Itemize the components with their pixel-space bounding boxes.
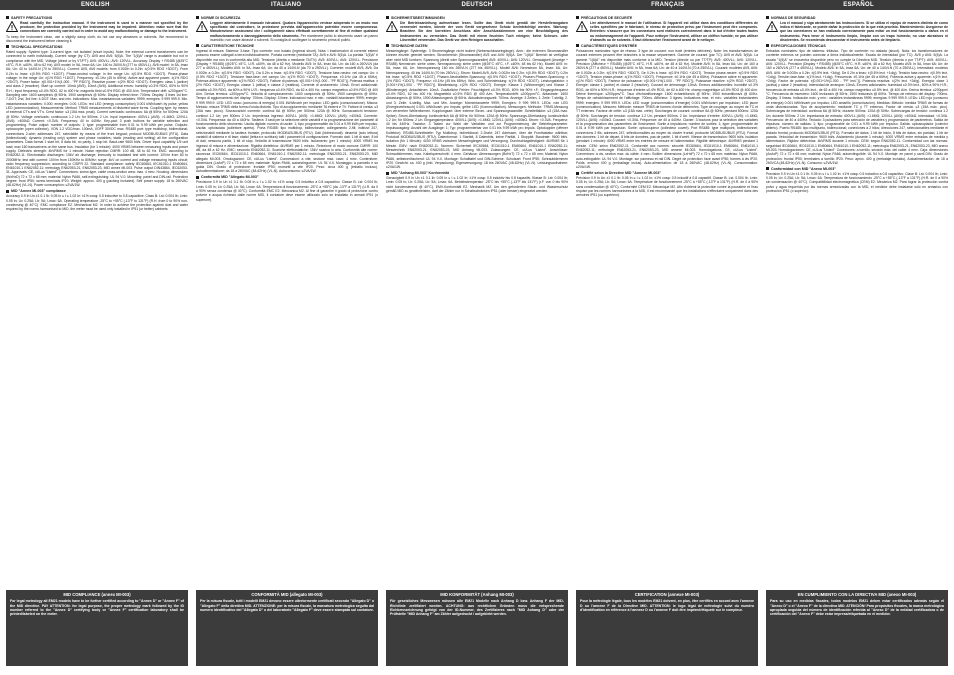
tech-heading: TECHNICAL SPECIFICATIONS (6, 45, 188, 49)
tech-text: Puissances nominales: type de réseau: 3 type de courant: non isolé (entrées dérivées). Note: les transformateurs de courant externes peuvent être branchés à la masse séparément. Gamme de courant (par TC): AV5 et AV6: 5(6)A. La gamme "1(6)A" est disponible mais conforme à la MID. Tension (directe ou par TT/TP): AV5: 400VLL; AV6: 120VLL. Précision (Afficheur + RS485) (@25°C ±5°C, H.R. ≤60%, de 48 à 62 Hz). Modèle AV5: In 5A, Imax 6A; Un: de 160 à 260VLN (277 à 450VLL). Modèle AV6: In 5A, Imax 6A; Un: de 40 à 144VLN (70 à 250VLL). Courant: modèles AV5, AV6: de 0.002In à 0.2In: ±(0.5% RDG +3DGT). De 0.2In à Imax: ±(0.5% RDG +1DGT). Tension phase-neutre: ±(0.5% RDG +1DGT). Tension phase-phase: ±(1% RDG +1DGT). Fréquence: ±0.1Hz (de 45 à 65Hz). Puissance active et apparente: ±(1% RDG +2DGT). Facteur de puissance: ±[0.001+1%(1.000 - "PF RDG")]. Puissance réactive: ±(2% RDG +2DGT). Énergie: classe 1 (active) et classe 2 (réactive). Courant de démarrage: 10mA. Erreurs additionnelles: humidité ≤0.3% RDG, de 60% à 90% H.R.; fréquence d'entrée ≤0.4% RDG, de 62 à 400 Hz; champ magnétique ≤0.5% RDG @ 400 A/m. Dérive thermique: ≤200ppm/°C. Taux d'échantillonnage: 1600 échantillons/s @ 50Hz, 1900 échantillons/s @ 60Hz. Temps de rafraîchissement de l'affichage: 700ms. Afficheur: 3 lignes. Indications max. et min.: variables instantanées 9999; énergies: 9 999 999.9. LEDs: LED rouge (consommation d'énergie) 0.001 kWh/kvarh par impulsion; LED jaune (communication). Mesures: Méthode: mesure TRMS de formes d'onde déformées. Type de couplage: au moyen de TC et TT externes. Facteur de crête: ≤3 (15A max. crête). Surcharges de courant: continue 6A @ 50Hz; pendant 500ms: 120A @ 50Hz. Surcharges de tension: continue 1.2 Un; pendant 500ms: 2 Un. Impédance d'entrée: 400VLL (AV5): >1.6MΩ; 120VLL (AV6): >400kΩ. Courant: <0.3VA. Fréquence: de 40 à 440Hz. Clavier: 3 boutons pour la sélection des variables et la programmation des paramètres de l'instrument. Sortie à impulsions: nombre de sorties: 1; type: programmable de 0.01 à 9.99 kWh par impulsion. Sortie: optocoupleur (collecteur ouvert). Port RS485: type multipoint, bidirectionnel; connexions 2 fils; adresses 247, sélectionnables au moyen du clavier frontal; protocole MODBUS/JBUS (RTU). Format des données: 1 bit de départ, 8 bits de données, pas de parité, 1 bit d'arrêt. Vitesse de transmission: 9600 bit/s. Isolation (pendant 1 minute): 4000 VRMS entre les entrées de mesure et l'alimentation. Rigidité diélectrique: 4kVRMS pendant 1 minute. CEM: selon EN62052-11. Conformité aux normes: sécurité IEC60664, IEC61010-1 EN60664, EN61010-1 EN62052-11; métrologie EN62053-21, EN62053-23, MID annexe MI-003. Homologations: CE, cULus "Listed". Connexions: à vis, section max. du câble: 4 mm². Boîtier: dimensions (LxHxP) 72 x 72 x 65 mm; matériau: Nylon PA66, auto-extinguible: UL 94 V-0. Montage: sur panneau et rail DIN. Degré de protection: face avant IP50; bornes à vis IP20. Poids: environ 400 g (emballage inclus). Auto-alimentation: de 18 à 260VAC (48-62Hz) (VL-N). Consommation: ≤2VA/1W. (576, 49, 758, 170)
tech-text: Messeingänge: Systemtyp: 3 Stromeingänge nicht isoliert (Nebenschlusseingänge). Anm.: die externen Stromwandler können einzeln geerdet werden. Strombereich (Stromwandler) AV5 und AV6: 5(6)A. Der "1(6)A" Bereich ist verfügbar aber nicht MID konform. Spannung (direkt oder Spannungswandler) AV5: 400VLL; AV6: 120VLL. Genauigkeit (Anzeige + RS485) Nennstrom: siehe unten. Nennspannung: siehe unten (@25°C ±5°C, r.F. ≤60%, 48 bis 62 Hz). Modell AV5: In: 5A, Imax: 6A, Un: Nennspannung 160 bis 260VLN (277 bis 450VLL). Modell AV6: Nennstrom 5A, Imax: 6A, Un: Nennspannung: 40 bis 144VLN (70 bis 250VLL). Strom: Modell AV5, AV6: 0.002In bis 0.2In: ±(0.5% RDG +3DGT); 0.2In bis Imax: ±(0.5% RDG +1DGT). Phasen-Neutralleiter-Spannung: ±(0.5% RDG +1DGT). Phasen-Phasen-Spannung: ±(1% RDG +1DGT). Frequenz: ±0.1Hz (45 bis 65Hz). Wirk- und Scheinleistung: ±(1% RDG +2DGT). Leistungsfaktor: ±[0.001+1%(1.000 - "PF RDG")]. Blindleistung: ±(2% RDG +2DGT). Energie: Klasse 1 (Wirkenergie) und Klasse 2 (Blindenergie). Anlaufstrom: 10mA. Zusätzliche Fehler: Feuchtigkeit ≤0.3% RDG, 60% bis 90% r.F.; Eingangsfrequenz ≤0.4% RDG, 62 bis 400 Hz; Magnetfeld ≤0.5% RDG @ 400 A/m. Temperaturdrift: ≤200ppm/°C. Abtastrate: 1600 Abtastungen/s @ 50Hz, 1900 Abtastungen/s @ 60Hz. Aktualisierungszeit: 700ms. Anzeige: 3 Zeilen, 1. Zeile: 7-stellig; 2. und 3. Zeile: 4-stellig. Max. und Min. Anzeige: Momentanwerte 9999; Energien: 9 999 999.9. LEDs: rote LED (Energieverbrauch) 0.001 kWh/kvarh pro Impuls; gelbe LED (Kommunikation). Messungen: Methode: TRMS-Messung von verzerrten Wellenformen. Kopplungsart: über externe Strom- und Spannungswandler. Scheitelfaktor: ≤3 (15A max. Spitze). Strom-Überlastung: kontinuierlich 6A @ 50Hz; für 500ms: 120A @ 50Hz. Spannungs-Überlastung: kontinuierlich 1.2 Un; für 500ms: 2 Un. Eingangsimpedanz: 400VLL (AV5): >1.6MΩ; 120VLL (AV6): >400kΩ. Strom: <0.3VA. Frequenz: 40 bis 440Hz. Tastatur: 3 Tasten zur Wahl der Variablen und zur Programmierung der Betriebsparameter. Impulsausgang: Anzahl der Ausgänge: 1; Typ: programmierbar von 0.01 bis 9.99 kWh pro Impuls. Optokoppler (offener Kollektor). RS485-Schnittstelle: Typ Multidrop, bidirektional; 2-Draht; 247 Adressen, über die Fronttastatur wählbar; Protokoll MODBUS/JBUS (RTU). Datenformat: 1 Startbit, 8 Datenbits, keine Parität, 1 Stoppbit. Baudrate: 9600 bit/s. Isolation (für 1 Minute): 4000 VRMS zwischen Messeingängen und Versorgung. Durchschlagsfestigkeit: 4kVRMS für 1 Minute. EMV: nach EN62052-11. Normen: Sicherheit IEC60664, IEC61010-1 EN60664, EN61010-1 EN62052-11; Messtechnik EN62053-21, EN62053-23, MID Anhang MI-003. Zulassungen: CE, cULus "Listed". Anschlüsse: Schraubklemmen, max. Kabelquerschnitt: 4 mm². Gehäuse: Abmessungen (BxHxT) 72 x 72 x 65 mm; Material: Nylon PA66, selbstverlöschend: UL 94 V-0. Montage: Schalttafel und DIN-Schiene. Schutzart: Front IP50; Schraubklemmen IP20. Gewicht: ca. 400 g (inkl. Verpackung). Eigenversorgung: 18 bis 260VAC (48-62Hz) (VL-N). Leistungsaufnahme: ≤2VA/1W. (386, 49, 568, 170)
mid-heading: Conformità MID "Allegato MI-003" (196, 175, 378, 179)
bullet-square-icon (766, 44, 769, 47)
warning-block (386, 21, 568, 42)
warning-block (6, 21, 188, 34)
warning-text-2: Attention: make sure that the connections are correctly carried out in order to avoid any malfunctioning or damage to the instrument. (20, 25, 188, 34)
tech-text: Rated supply: System type: 3-current type: not isolated (shunt inputs). Note: the external current transformers can be connected to earth individually. Current range (by CT): AV5 and AV6: 5(6)A. The "1(6)A" range is available but not in compliance with the MID. Voltage (direct or by VT/PT): AV5: 400VLL; AV6: 120VLL. Accuracy: Display + RS485 (@25°C ±5°C, R.H. ≤60%, 48 to 62 Hz). AV5 model: In 5A, Imax 6A; Un: 160 to 260VLN (277 to 450VLL). AV6 model: In 5A, Imax 6A; Un: 40 to 144VLN (70 to 250VLL). Current: AV5, AV6 models: from 0.002In to 0.2In: ±(0.5% RDG +3DGT). From 0.2In to Imax: ±(0.5% RDG +1DGT). Phase-neutral voltage: in the range Un: ±(0.5% RDG +1DGT). Phase-phase voltage: in the range Un: ±(1% RDG +1DGT). Frequency: ±0.1Hz (45 to 65Hz). Active and apparent power: ±(1% RDG +2DGT). Power factor: ±[0.001+1%(1.000 - "PF RDG")]. Reactive power: ±(2% RDG +2DGT). Energies: class 1 (active) and class 2 (reactive). Start up current: 10mA (AV5), 10mA (AV6). Additional errors: humidity ≤0.3% RDG, 60% to 90% R.H.; input frequency ≤0.4% RDG, 62 to 400 Hz; magnetic field ≤0.5% RDG @ 400 A/m. Temperature drift: ≤200ppm/°C. Sampling rate: 1600 samples/s @ 50Hz, 1900 samples/s @ 60Hz. Display refresh time: 700ms. Display: 3 lines 1st line: 7-DGT; 2nd, 3rd line: 4-DGT. Max. and min. indications: Max. instantaneous variables: 9999; energies: 9 999 999.9. Min. instantaneous variables: 0.000; energies: 0.00. LEDs: red LED (energy consumption) 0.001 kWh/kvarh by pulse; yellow LED (communication). Measurements: Method: TRMS measurements of distorted wave forms. Coupling type: by means of external CT's and VT's. Crest factor: ≤3 (15A max. peak). Current overloads: continuous: 6A @ 50Hz; for 500ms: 120A @ 50Hz. Voltage overloads: continuous 1.2 Un; for 500ms: 2 Un. Input impedance: 400VLL (AV5): >1.6MΩ; 120VLL (AV6): >400kΩ. Current: <0.3VA. Frequency: 40 to 440Hz. Key-pad: 3 push buttons for variable selection and programming. Pulse output: number of outputs: 1; type: programmable from 0.01 to 9.99 kWh per pulse. Outputs: optocoupler (open collector), VON 1.2 VDC/max. 100mA, VOFF 30VDC max. RS485 port: type multidrop, bidirectional; connections 2-wire; addresses 247, selectable by means of the front keypad; protocol MODBUS/JBUS (RTU). Data (bidirectional): dynamic (reading only) system and phase variables; static (reading and writing) all the configuration parameters. Data format 1 start bit, 8 data bit, no parity, 1 stop bit. Baud-rate 9600 bit/s. Driver input capability 1/5 unit load; max 160 transceivers on the same bus. Insulation (for 1 minute): 4000 VRMS between measuring inputs and power supply. Dielectric strength: 4kVRMS for 1 minute. Noise rejection CMRR: 100 dB, 48 to 62 Hz. EMC: according to EN62052-11. Electrostatic discharges: 15kV air discharge; immunity to irradiated test with current: 10V/m from 80 to 2000MHz; test with current: 10V/m from 150KHz to 80MHz; surge: 4kV on current and voltage measuring inputs circuit; radio frequency suppression: according to CISPR 22. Standard compliance: safety IEC60664, IEC61010-1 EN60664, EN61010-1 EN62052-11; metrology EN62053-21, EN62053-23, MID annex MI-003. Pulse output DIN43864, IEC62053-31. Approvals: CE, cULus "Listed". Connections: screw-type, cable cross-section area: max. 4 mm². Housing: dimensions (WxHxD) 72 x 72 x 65 mm; material: Nylon PA66, self-extinguishing: UL 94 V-0. Mounting: panel and DIN-rail. Protection degree: front IP50; screw terminals IP20. Weight: approx. 400 g (packing included). Self power supply: 18 to 260VAC (48-62Hz) (VL-N). Power consumption: ≤2VA/1W. (6, 50, 188, 188)
warning-text: Leggere attentamente il manuale istruzioni. Qualora l'apparecchio venisse adoperato in un modo non specificato dal costruttore, la protezione prevista dall'apparecchio potrebbe essere compromessa. Manutenzione: assicurarsi che i collegamenti siano effettuati correttamente al fine di evitare qualsiasi malfunzionamento o danneggiamento dello strumento. (210, 20, 378, 38)
tech-heading: ESPECIFICACIONES TÉCNICAS (766, 44, 948, 48)
mid-heading: MID "Anhang MI-003" Konformität (386, 171, 568, 175)
bullet-square-icon (576, 172, 579, 175)
column-it (196, 14, 378, 588)
footer-title: CERTIFICATION (annexe MI-003) (634, 592, 700, 597)
bullet-square-icon (766, 16, 769, 19)
tech-heading: CARATTERISTICHE TECNICHE (196, 44, 378, 48)
safety-heading: PRÉCAUTIONS DE SECURITE (576, 16, 758, 20)
warning-triangle-icon (6, 21, 18, 32)
text-columns (6, 14, 948, 588)
lang-label-en: ENGLISH (81, 2, 110, 8)
column-de (386, 14, 568, 588)
footer-text: For legal metrology all EM21 models have to be further certified according to "Annex D" or "Annex F" of the MID directive. PAY ATTENTION: for legal purpose, the proper metrology mark followed by the ID number referred to the "Annex D" certifying body or "Annex F" certification laboratory shall be printed/labeled on the meter. (10, 599, 184, 617)
column-es (766, 14, 948, 588)
footer-text: Pour la métrologie légale, tous les modèles EM21 doivent, en plus, être certifiés en accord avec l'annexe D ou l'annexe F de la Directive MID. ATTENTION: le logo légal de métrologie suivi du numéro d'identification en référence à l'annexe D ou l'annexe F doit être imprimé/étiqueté sur le compteur. (580, 599, 754, 613)
footer-text: Für gesetzliches Messwesen müssen alle EM21 Modelle nach Anhang D bzw. Anhang F der MID-Richtlinie zertifiziert werden. ACHTUNG: aus rechtlichen Gründen muss die entsprechende Eichkennzeichnung gefolgt von der ID-Nummer, des Zertifizieres nach "MID Anhang D" oder der Prüfstelle "MID Anhang F" am Zähler aufgedruckt / aufgeklebt werden. (390, 599, 564, 617)
warning-triangle-icon (196, 21, 208, 32)
safety-heading: SICHERHEITSBESTIMMUNGEN (386, 16, 568, 20)
lang-label-fr: FRANÇAIS (651, 2, 685, 8)
footer-box-it (196, 590, 378, 666)
warning-triangle-icon (576, 21, 588, 32)
bullet-square-icon (576, 44, 579, 47)
footer-title: MID COMPLIANCE (annex MI-003) (63, 592, 131, 597)
column-en (6, 14, 188, 588)
tech-text: Entradas nominales: tipo de sistema: trifásico. Tipo de corriente: no aislada (shunt). Nota: los transformadores de corriente externos se pueden conectar a tierra individualmente. Escala de intensidad (por TC): AV5 y AV6: 5(6)A. La escala "1(6)A" se encuentra disponible pero no cumple la Directiva MID. Tensión (directa o por TT/PT): AV5: 400VLL; AV6: 120VLL. Precisión (Display + RS485) (@25°C ±5°C, H.R. ≤60%, 48 a 62 Hz). Modelo AV5: In 5A, Imax 6A; Un: de 160 a 260VLN (277 a 450VLL). Modelo AV6: In 5A, Imax 6A; Un: de 40 a 144VLN (70 a 250VLL). Intensidad: modelos AV5, AV6: de 0.002In a 0.2In: ±(0.5% lect. +3díg). De 0.2In a Imax: ±(0.5% lect. +1díg). Tensión fase-neutro: ±(0.5% lect. +1díg). Tensión fase-fase: ±(1% lect. +1díg). Frecuencia: ±0.1Hz (de 45 a 65Hz). Potencia activa y aparente: ±(1% lect. +2díg). Factor de potencia: ±[0.001+1%(1.000 - "PF lect.")]. Potencia reactiva: ±(2% lect. +2díg). Energía: clase 1 (activa) y clase 2 (reactiva). Intensidad de arranque: 10mA. Errores adicionales: humedad ≤0.3% lect., 60% a 90% H.R.; frecuencia de entrada ≤0.4% lect., de 62 a 400 Hz; campo magnético ≤0.5% lect. @ 400 A/m. Deriva térmica: ≤200ppm/°C. Frecuencia de muestreo: 1600 lecturas/s @ 50Hz, 1900 lecturas/s @ 60Hz. Tiempo de refresco del display: 700ms. Display: 3 líneas. Indicación máx. y mín.: variables instantáneas 9999; energías: 9 999 999.9. LEDs: LED rojo (consumo de energía) 0.001 kWh/kvarh por impulso; LED amarillo (comunicación). Medidas: Método: medida TRMS de formas de onda distorsionadas. Tipo de acoplamiento: mediante TC y TT externos. Factor de cresta: ≤3 (15A máx. pico). Sobrecargas de intensidad: continua 6A @ 50Hz; durante 500ms: 120A @ 50Hz. Sobrecargas de tensión: continua 1.2 Un; durante 500ms: 2 Un. Impedancia de entrada: 400VLL (AV5): >1.6MΩ; 120VLL (AV6): >400kΩ. Intensidad: <0.3VA. Frecuencia: de 40 a 440Hz. Teclado: 3 pulsadores para selección de variables y programación de parámetros. Salida de impulsos: número de salidas: 1; tipo: programable de 0.01 a 9.99 kWh por impulso. Salida: optoacoplador (colector abierto). Puerto RS485: tipo multipunto, bidireccional; conexiones a 2 hilos; direcciones 247, seleccionables mediante el teclado frontal; protocolo MODBUS/JBUS (RTU). Formato de datos: 1 bit de inicio, 8 bits de datos, sin paridad, 1 bit de parada. Velocidad de transmisión: 9600 bit/s. Aislamiento (durante 1 minuto): 4000 VRMS entre entradas de medida y alimentación. Rigidez dieléctrica: 4kVRMS durante 1 minuto. CEM: según EN62052-11. Conformidad con las normas: seguridad IEC60664, IEC61010-1 EN60664, EN61010-1 EN62052-11; metrología EN62053-21, EN62053-23, MID anexo MI-003. Homologaciones: CE, cULus "Listed". Conexiones: a tornillo, sección máx. del cable: 4 mm². Caja: dimensiones (AxAxP) 72 x 72 x 65 mm; material: Nylon PA66, autoextinguible: UL 94 V-0. Montaje: en panel y carril DIN. Grado de protección: frontal IP50; terminales a tornillo IP20. Peso: aprox. 400 g (embalaje incluido). Autoalimentación: de 18 a 260VCA (48-62Hz) (VL-N). Consumo: ≤2VA/1W. (766, 49, 948, 165)
mid-heading: MID "Annex MI-003" compliance (6, 189, 188, 193)
warning-text: Lire attentivement le manuel de l'utilisateur. Si l'appareil est utilisé dans des conditions différentes de celles spécifiées par le fabricant, le niveau de protection prévu par l'instrument peut être compromis. Entretien: s'assurer que les connexions sont réalisées correctement dans le but d'éviter toutes fautes ou endommagement de l'appareil. Pour nettoyer l'instrument, utiliser un chiffon humide; ne pas utiliser d'abrasifs ou de solvants. Il faut débrancher l'instrument avant de le nettoyer. (590, 20, 758, 42)
footer-title: CONFORMITÀ MID (allegato MI-003) (251, 592, 323, 597)
bullet-square-icon (6, 45, 9, 48)
footer-box-fr (576, 590, 758, 666)
tech-heading: CARACTÉRISTIQUES D'ENTRÉE (576, 44, 758, 48)
mid-compliance-footer (6, 590, 948, 666)
warning-triangle-icon (766, 21, 778, 32)
footer-title: EN CUMPLIMIENTO CON LA DIRECTIVA MID (anexo MI-003) (797, 592, 917, 597)
footer-title: MID KONFORMITÄT (Anhang MI-003) (440, 592, 514, 597)
footer-box-en (6, 590, 188, 666)
lang-label-de: DEUTSCH (461, 2, 493, 8)
safety-heading: NORMAS DE SEGURIDAD (766, 16, 948, 20)
bullet-square-icon (196, 16, 199, 19)
safety-heading: NORME DI SICUREZZA (196, 16, 378, 20)
mid-text: Genauigkeit 0.9 In Un ±1 0.1 Ib: 0.05 In ≤ I ≤ 1.02 In: ±1% cosφ: 0.5 induktiv bis 0.8 kapazitiv. Klasse B: Lst: 0.004 Ib; Lmin: 0.05 In; Lb: 0.25A; Lb: 5A; Lmax: 6A. Betriebstemperatur -25°C bis +55°C (-13°F bis 131°F) (r.F. von 0 bis 90% nicht kondensierend @ 40°C). EMV-Konformität E2. Mechanik M2. Um den geforderten Staub- und Wasserschutz gemäß MID zu gewährleisten, darf der Zähler nur in Schaltschränken IP51 (oder besser) eingesetzt werden. (386, 176, 568, 194)
bullet-square-icon (386, 172, 389, 175)
language-header-bar (0, 0, 954, 10)
warning-text: Read carefully the instruction manual. If the instrument is used in a manner not specified by the producer, the protection provided by the instrument may be impaired. (20, 20, 188, 30)
warning-block (196, 21, 378, 42)
lang-label-it: ITALIANO (271, 2, 302, 8)
tech-heading: TECHNISCHE DATEN (386, 44, 568, 48)
bullet-square-icon (766, 167, 769, 170)
lang-label-es: ESPAÑOL (843, 2, 874, 8)
footer-text: Per la misura fiscale, tutti i modelli EM21 devono essere ulteriormente certificati secondo "Allegato D" o "Allegato F" della direttiva MID. ATTENZIONE: per la misura fiscale, la marcatura metrologica seguita dal numero identificativo del "Allegato D" o del laboratorio "Allegato F" deve essere stampata sul contatore. (200, 599, 374, 613)
bullet-square-icon (576, 16, 579, 19)
footer-text: Para su uso en medidas fiscales, todos modelos EM21 deben estar certificados además según el "Anexo D" o el "Anexo F" de la directiva MID. ATENCIÓN! Para propósitos fiscales, la marca metrológica apropiada seguida del número de identificación referida al "Anexo D" de la entidad certificadora o de certificación del "Anexo F" debe estar impresa/etiquetada en el medidor. (770, 599, 944, 617)
warning-text: Die Betriebsanleitung aufmerksam lesen. Sollte das Gerät nicht gemäß der Herstellerangaben verwendet werden, könnte der vom Gerät vorgesehene Schutz beeinträchtigt werden. Wartung: Beachten Sie den korrekten Anschluss aller Anschlussklemmen um eine Beschädigung des Instrumentes zu vermeiden. Das Gerät mit einem feuchten Tuch reinigen; keine Scheuer- oder Lösemittel verwenden. Das Gerät vor dem Reinigen ausschalten. (400, 20, 568, 42)
warning-triangle-icon (386, 21, 398, 32)
bullet-square-icon (6, 190, 9, 193)
mid-text: Accuracy 0.9 In Un ±1 0.1 Ib: 0.05 In ≤ I ≤ 1.02 In: ±1% cosφ: 0.5 inductive to 0.8 capacitive. Class B: Lst: 0.004 Ib; Lmin: 0.05 In; Lb: 0.25A; Lb: 5A; Lmax: 6A. Operating temperature -25°C to +55°C (-13°F to 131°F) (R.H. from 0 to 90% non-condensing @ 40°C). EMC compliance E2. Mechanical M2. In order to achieve the protection against dust and water required by the norms harmonised to MID, the meter must be used only installed in IP51 (or better) cabinets. (6, 194, 188, 212)
footer-box-de (386, 590, 568, 666)
warning-block (576, 21, 758, 42)
tech-text: Ingressi di misura: Sistema: 3-fase. Tipo corrente: non isolato (ingressi shunt). Nota: i trasformatori di corrente esterni possono essere collegati a terra individualmente. Portata corrente (mediante TA): AV5 e AV6: 5(6)A. La portata "1(6)A" è disponibile ma non in conformità alla MID. Tensione (diretta o mediante TA/TV): AV5: 400VLL; AV6: 120VLL. Precisione (Display + RS485) (@25°C ±5°C, U.R. ≤60%, da 48 a 62 Hz). Modello AV5: In 5A, Imax 6A; Un: da 160 a 260VLN (da 277 a 450VLL). Modello AV6: In 5A, Imax 6A; Un: da 40 a 144VLN (da 70 a 250VLL). Corrente: modelli AV5, AV6: Da 0.002In a 0.2In: ±(0.5% RDG +3DGT). Da 0.2In a Imax: ±(0.5% RDG +1DGT). Tensione fase-neutro: nel campo Un: ±(0.5% RDG +1DGT). Tensione fase-fase: nel campo Un: ±(1% RDG +1DGT). Frequenza: ±0.1Hz (da 45 a 65Hz). Potenza attiva e apparente: ±(1% RDG +2DGT). Fattore di potenza: ±[0.001+1%(1.000 - "PF RDG")]. Potenza reattiva: ±(2% RDG +2DGT). Energia: classe 1 (attiva) e classe 2 (reattiva). Corrente di avviamento: 10mA. Errori addizionali: umidità ≤0.3% RDG, da 60% a 90% U.R.; frequenza ≤0.4% RDG, da 62 a 400 Hz; campo magnetico ≤0.5% RDG @ 400 A/m. Deriva termica: ≤200ppm/°C. Velocità di campionamento: 1600 campioni/s @ 50Hz, 1900 campioni/s @ 60Hz. Tempo di aggiornamento del display: 700ms. Display: 3 linee. Indicazioni max. e min.: variabili istantanee: 9999; energie: 9 999 999.9. LED: LED rosso (consumo di energia) 0.001 kWh/kvarh per impulso; LED giallo (comunicazione). Misura: Metodo: misura TRMS della forma d'onda distorta. Tipo di accoppiamento: mediante TA esterni e TV. Fattore di cresta: ≤3 (15A max. picco). Sovraccarichi corrente: continui 6A @ 50Hz; per 500ms: 120A @ 50Hz. Sovraccarichi tensione: continui 1.2 Un; per 500ms 2 Un. Impedenza ingressi: 400VLL (AV5): >1.6MΩ; 120VLL (AV6): >400kΩ. Corrente: <0.3VA. Frequenza: da 40 a 440Hz. Tastiera: 3 tasti per la selezione delle variabili e la programmazione dei parametri di funzionamento dello strumento. Uscita digitale: numero di uscite: 1; tipo: programmabile da 0.01 a 9.99 kWh per impulso. Uscita: optoisolata (collettore aperto). Porta RS485: tipo multidrop, bidirezionale; collegamento 2-fili; indirizzi 247, selezionabili mediante la tastiera frontale; protocollo MODBUS/JBUS (RTU). Dati (bidirezionali): dinamici (solo lettura) variabili di sistema e di fase; statici (lettura e scrittura) tutti i parametri di configurazione. Formato dati: 1 bit di start, 8 bit di dati, nessuna parità, 1 bit di stop. Velocità di trasmissione 9600 bit/s. Isolamento (per 1 minuto): 4000 VRMS tra ingressi di misura e alimentazione. Rigidità dielettrica: 4kVRMS per 1 minuto. Reiezione di modo comune CMRR: 100 dB, da 48 a 62 Hz. EMC: secondo EN62052-11. Scariche elettrostatiche: 15kV scarica in aria. Conformità alle norme: sicurezza IEC60664, IEC61010-1 EN60664, EN61010-1 EN62052-11; metrologia EN62053-21, EN62053-23, MID allegato MI-003. Omologazioni: CE, cULus "Listed". Connessioni: a vite, sezione max. cavo: 4 mm². Contenitore: dimensioni (LxAxP) 72 x 72 x 65 mm; materiale: Nylon PA66, autoestinguente: UL 94 V-0. Montaggio: a pannello e su guida DIN. Grado di protezione: frontale IP50; morsetti a vite IP20. Peso: circa 400 g (imballo incluso). Autoalimentazione: da 18 a 260VAC (48-62Hz) (VL-N). Autoconsumo: ≤2VA/1W. (196, 49, 378, 174)
column-fr (576, 14, 758, 588)
safety-text: To keep the instrument clean, use a slightly damp cloth; do not use any abrasives or solvents. We recommend to disconnect the instrument before cleaning it. (6, 34, 188, 43)
mid-heading: Certifié selon la Directive MID "Annexe MI-003" (576, 171, 758, 175)
bullet-square-icon (386, 44, 389, 47)
footer-box-es (766, 590, 948, 666)
bullet-square-icon (196, 44, 199, 47)
warning-block (766, 21, 948, 42)
mid-text: Precisión 0.9 In Un ±1 0.1 Ib: 0.05 In ≤ I ≤ 1.02 In: ±1% cosφ: 0.5 inductivo a 0.8 capacitivo. Clase B: Lst: 0.004 Ib; Lmin: 0.05 In; Lb: 0.25A; Lb: 5A; Lmax: 6A. Temperatura de funcionamiento -25°C a +55°C (-13°F a 131°F) (H.R. de 0 a 90% sin condensación @ 40°C). Compatibilidad electromagnética (CEM) E2. Mecánica M2. Para lograr la protección contra polvo y agua requerida por las normas armonizadas con la MID, el medidor debe instalarse sólo en armarios con protección IP51 (o superior). (766, 171, 948, 194)
bullet-square-icon (196, 176, 199, 179)
mid-text: Precisione 0.9 In Un ±1 0.1 Ib: 0.05 In ≤ I ≤ 1.02 In: ±1% cosφ: 0.5 induttivo a 0.8 capacitivo. Classe B: Lst: 0.004 Ib; Lmin: 0.05 In; Lb: 0.25A; Lb: 5A; Lmax: 6A. Temperatura di funzionamento -25°C a +55°C (da -13°F a 131°F) (U.R. da 0 a 90% senza condensa @ 40°C). Conformità EMC E2. Meccanica M2. Al fine di garantire il grado di protezione contro polvere e acqua richiesto dalle norme MID, il contatore deve essere utilizzato solo se installato in armadi IP51 (o superiore). (196, 180, 378, 202)
bullet-square-icon (386, 16, 389, 19)
mid-heading: Conformidad con MID "Anexo MI-003" (766, 167, 948, 171)
bullet-square-icon (6, 16, 9, 19)
safety-heading: SAFETY PRECAUTIONS (6, 16, 188, 20)
mid-text: Précision 0.9 In Un ±1 0.1 Ib: 0.05 In ≤ I ≤ 1.02 In: ±1% cosφ: 0.5 inductif à 0.8 capacitif. Classe B: Lst: 0.004 Ib; Lmin: 0.05 In; Lb: 0.25A; Lb: 5A; Lmax: 6A. Température de fonctionnement -25°C à +55°C (-13°F à 131°F) (H.R. de 0 à 90% sans condensation @ 40°C). Conformité CEM E2. Mécanique M2. Afin d'obtenir la protection contre la poussière et l'eau requise par les normes harmonisées à la MID, il est recommandé que les installations s'effectuent uniquement dans des armoires IP51 (ou supérieur). (576, 176, 758, 198)
warning-text: Lea el manual y siga atentamente las instrucciones. Si se utiliza el equipo de manera distinta de como indica el fabricante, se puede dañar la protección de la que está provisto. Mantenimiento: Asegúrese de que las conexiones se han realizado correctamente para evitar un mal funcionamiento o daños en el instrumento. Para tener el instrumento limpio, limpiar con un trapo húmedo; no usar abrasivos ni disolventes. Se recomienda desconectar el instrumento antes de limpiarlo. (780, 20, 948, 42)
warning-text-2: Per mantenere pulito lo strumento usare un panno inumidito; non usare abrasivi o solventi. Si consiglia di scollegare lo strumento prima di pulirlo. (210, 33, 378, 42)
